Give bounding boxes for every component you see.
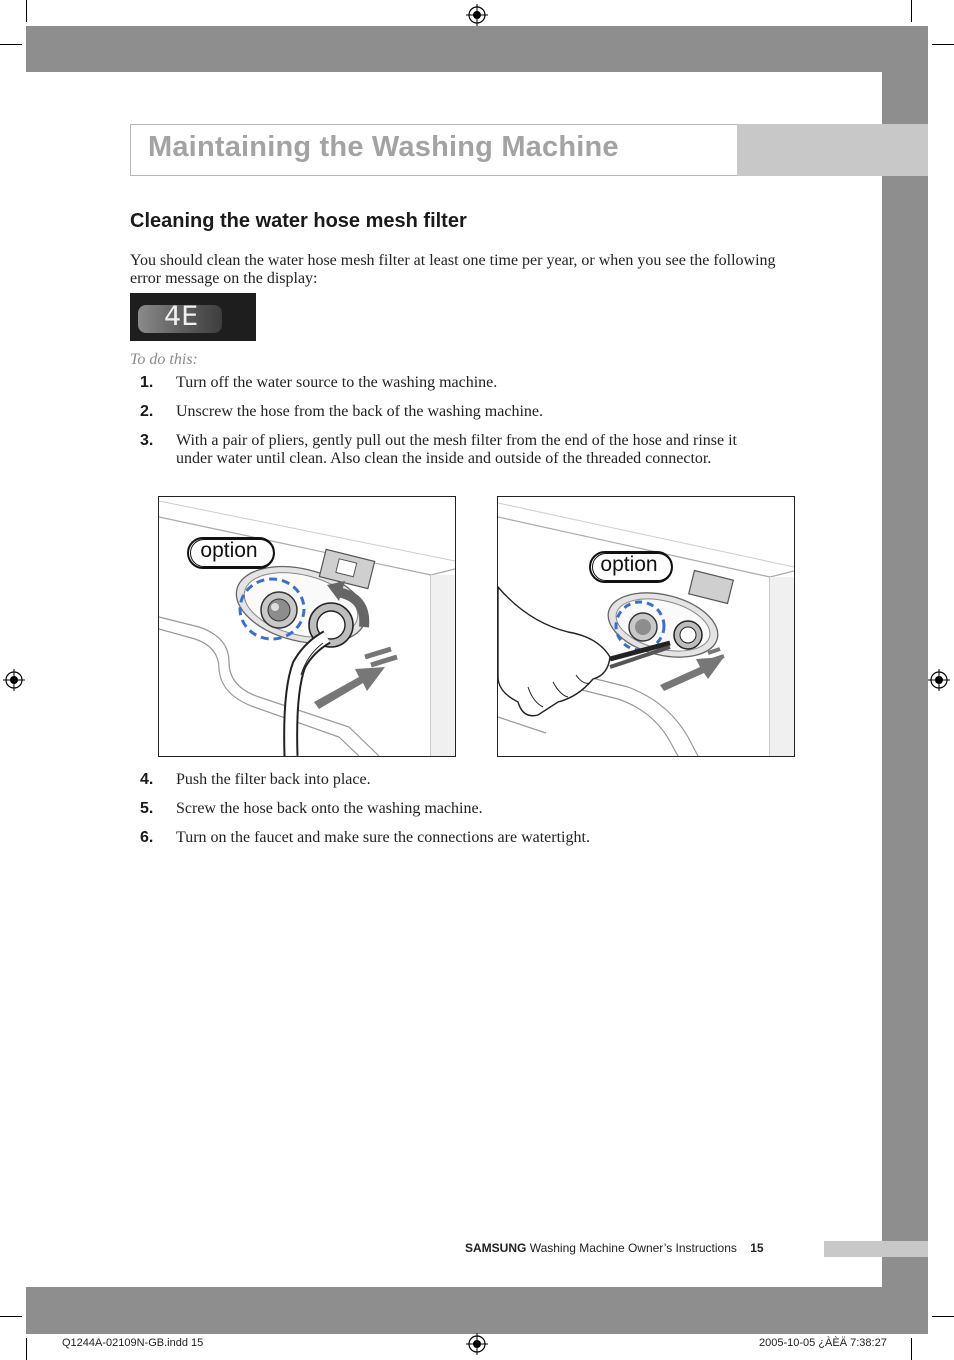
illustration-pliers-filter [498, 497, 794, 756]
step-number: 2. [140, 403, 154, 420]
step-item [140, 374, 780, 392]
print-file-info: Q1244A-02109N-GB.indd 15 [62, 1337, 204, 1349]
todo-label: To do this: [130, 351, 198, 368]
crop-mark [26, 0, 27, 22]
step-text: Push the filter back into place. [176, 771, 371, 788]
right-frame-band [882, 26, 928, 1334]
step-number: 1. [140, 374, 154, 391]
step-number: 5. [140, 800, 154, 817]
page-title: Cleaning the water hose mesh filter [130, 210, 467, 232]
registration-mark-icon [466, 4, 488, 26]
section-header-title: Maintaining the Washing Machine [148, 131, 619, 163]
registration-mark-icon [3, 669, 25, 691]
footer-tab [824, 1241, 928, 1257]
crop-mark [932, 1316, 954, 1317]
section-header-tab [737, 124, 928, 176]
step-text: Screw the hose back onto the washing machine. [176, 800, 483, 817]
footer-brand: SAMSUNG [465, 1241, 527, 1255]
step-number: 3. [140, 432, 154, 449]
option-badge-label: option [200, 539, 258, 562]
figure-pull-filter [497, 496, 795, 757]
crop-mark [932, 44, 954, 45]
error-code: 4E [164, 301, 199, 332]
illustration-hose-connection [159, 497, 455, 756]
registration-mark-icon [466, 1333, 488, 1355]
intro-paragraph: You should clean the water hose mesh filter at least one time per year, or when you see the following error message on the display: [130, 252, 776, 287]
top-frame-band [26, 26, 928, 72]
step-item [140, 403, 780, 421]
step-text: Unscrew the hose from the back of the washing machine. [176, 403, 543, 420]
registration-mark-icon [928, 669, 950, 691]
step-text: With a pair of pliers, gently pull out the mesh filter from the end of the hose and rinse it under water until clean. Also clean the inside and outside of the threaded connector. [176, 432, 737, 467]
page-footer [465, 1241, 764, 1255]
step-item [140, 432, 780, 486]
step-item [140, 829, 780, 847]
step-text: Turn on the faucet and make sure the connections are watertight. [176, 829, 590, 846]
crop-mark [911, 0, 912, 22]
footer-text: Washing Machine Owner’s Instructions [529, 1241, 737, 1255]
figure-unscrew-hose [158, 496, 456, 757]
option-badge-label: option [600, 553, 658, 576]
page-number: 15 [750, 1241, 764, 1255]
step-item [140, 800, 780, 818]
step-item [140, 771, 780, 789]
bottom-frame-band [26, 1287, 928, 1334]
crop-mark [26, 1338, 27, 1360]
step-number: 6. [140, 829, 154, 846]
step-text: Turn off the water source to the washing machine. [176, 374, 498, 391]
error-display [130, 293, 256, 341]
step-number: 4. [140, 771, 154, 788]
crop-mark [911, 1338, 912, 1360]
crop-mark [0, 44, 22, 45]
crop-mark [0, 1316, 22, 1317]
print-date-info: 2005-10-05 ¿ÀÈÄ 7:38:27 [759, 1337, 887, 1349]
